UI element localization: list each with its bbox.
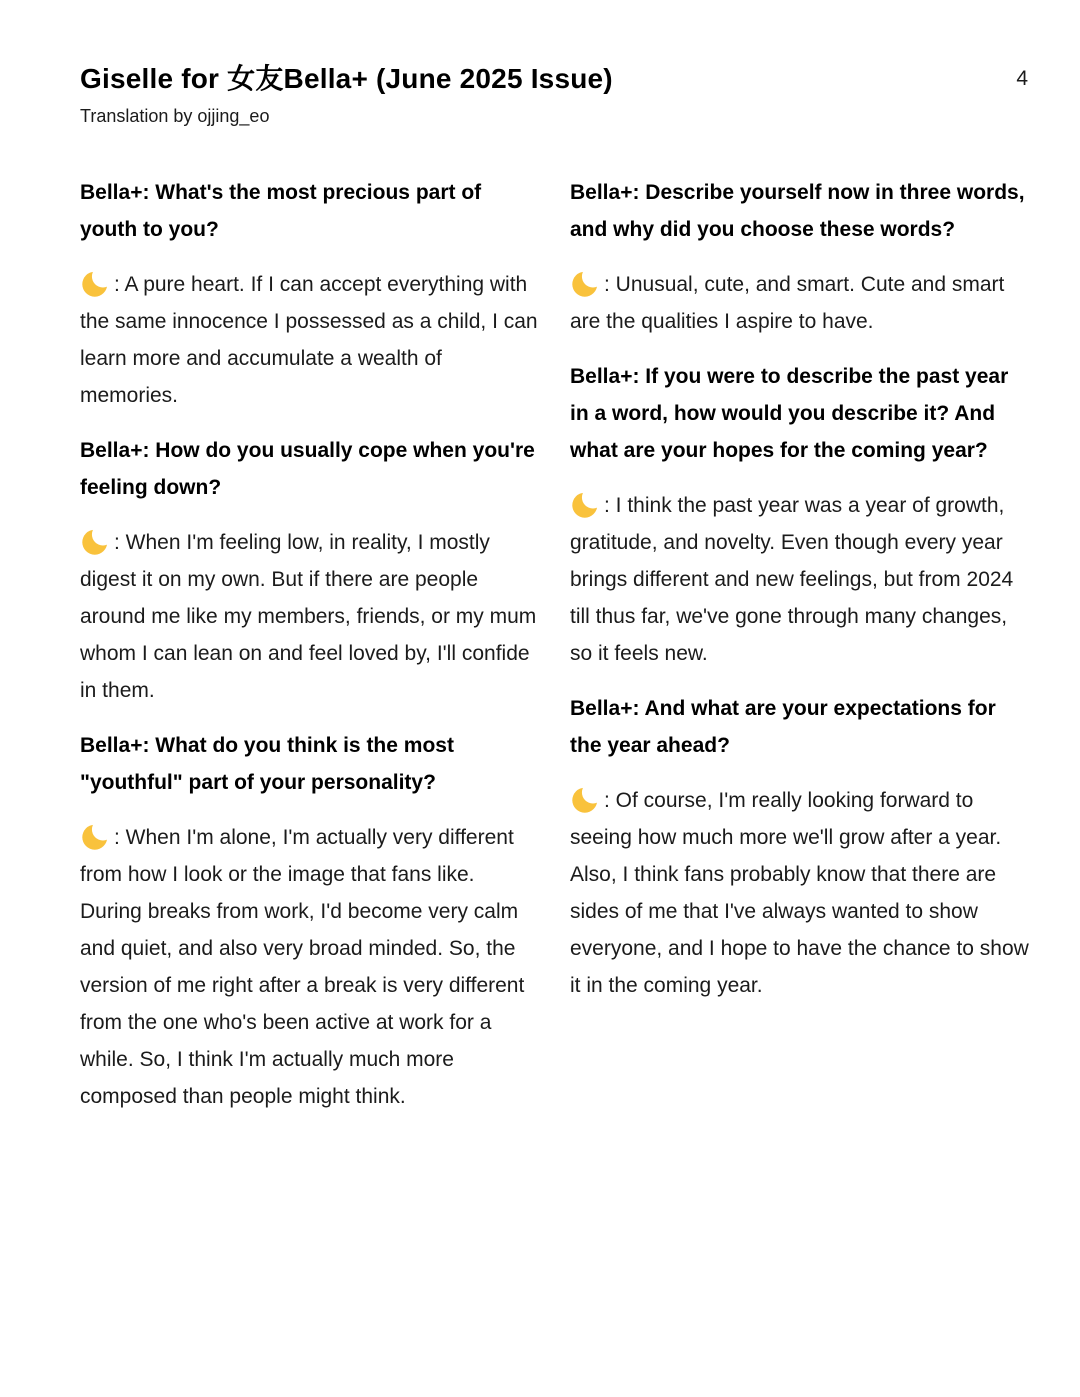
- title-block: [80, 62, 613, 128]
- page-number: 4: [1016, 67, 1028, 90]
- answer-paragraph: [570, 487, 1030, 672]
- crescent-moon-icon: [570, 267, 603, 298]
- question-heading: Bella+: Describe yourself now in three words, and why did you choose these words?: [570, 180, 1025, 241]
- answer-text: : When I'm alone, I'm actually very different from how I look or the image that fans like. During breaks from work, I'd become very calm and quiet, and also very broad minded. So, the version of me right after a break is very different from the one who's been active at work for a while. So, I think I'm actually much more composed than people might think.: [80, 825, 525, 1108]
- answer-text: : Unusual, cute, and smart. Cute and smart are the qualities I aspire to have.: [570, 272, 1005, 333]
- page-title: Giselle for 女友Bella+ (June 2025 Issue): [80, 63, 613, 94]
- crescent-moon-icon: [80, 820, 113, 851]
- answer-text: : A pure heart. If I can accept everything with the same innocence I possessed as a child, I can learn more and accumulate a wealth of memories.: [80, 272, 538, 407]
- translation-credit: Translation by ojjing_eo: [80, 105, 270, 126]
- crescent-moon-icon: [570, 783, 603, 814]
- crescent-moon-icon: [80, 525, 113, 556]
- answer-paragraph: [80, 524, 540, 709]
- answer-paragraph: [80, 819, 540, 1115]
- crescent-moon-icon: [570, 488, 603, 519]
- question-heading: Bella+: What's the most precious part of youth to you?: [80, 180, 482, 241]
- question-heading: Bella+: And what are your expectations for the year ahead?: [570, 696, 996, 757]
- answer-paragraph: [570, 782, 1030, 1004]
- page-header: [0, 0, 1080, 128]
- crescent-moon-icon: [80, 267, 113, 298]
- answer-text: : When I'm feeling low, in reality, I mostly digest it on my own. But if there are people around me like my members, friends, or my mum whom I can lean on and feel loved by, I'll confide in them.: [80, 530, 537, 702]
- answer-text: : Of course, I'm really looking forward to seeing how much more we'll grow after a year. Also, I think fans probably know that there are sides of me that I've always wanted to show everyone, and I hope to have the chance to show it in the coming year.: [570, 788, 1029, 997]
- right-column: [570, 174, 1030, 1133]
- answer-paragraph: [570, 266, 1030, 340]
- question-heading: Bella+: What do you think is the most "youthful" part of your personality?: [80, 733, 454, 794]
- left-column: [80, 174, 540, 1133]
- interview-content: [0, 128, 1080, 1133]
- question-heading: Bella+: If you were to describe the past year in a word, how would you describe it? And what are your hopes for the coming year?: [570, 364, 1009, 462]
- question-heading: Bella+: How do you usually cope when you're feeling down?: [80, 438, 535, 499]
- answer-text: : I think the past year was a year of growth, gratitude, and novelty. Even though every year brings different and new feelings, but from 2024 till thus far, we've gone through many changes, so it feels new.: [570, 493, 1014, 665]
- answer-paragraph: [80, 266, 540, 414]
